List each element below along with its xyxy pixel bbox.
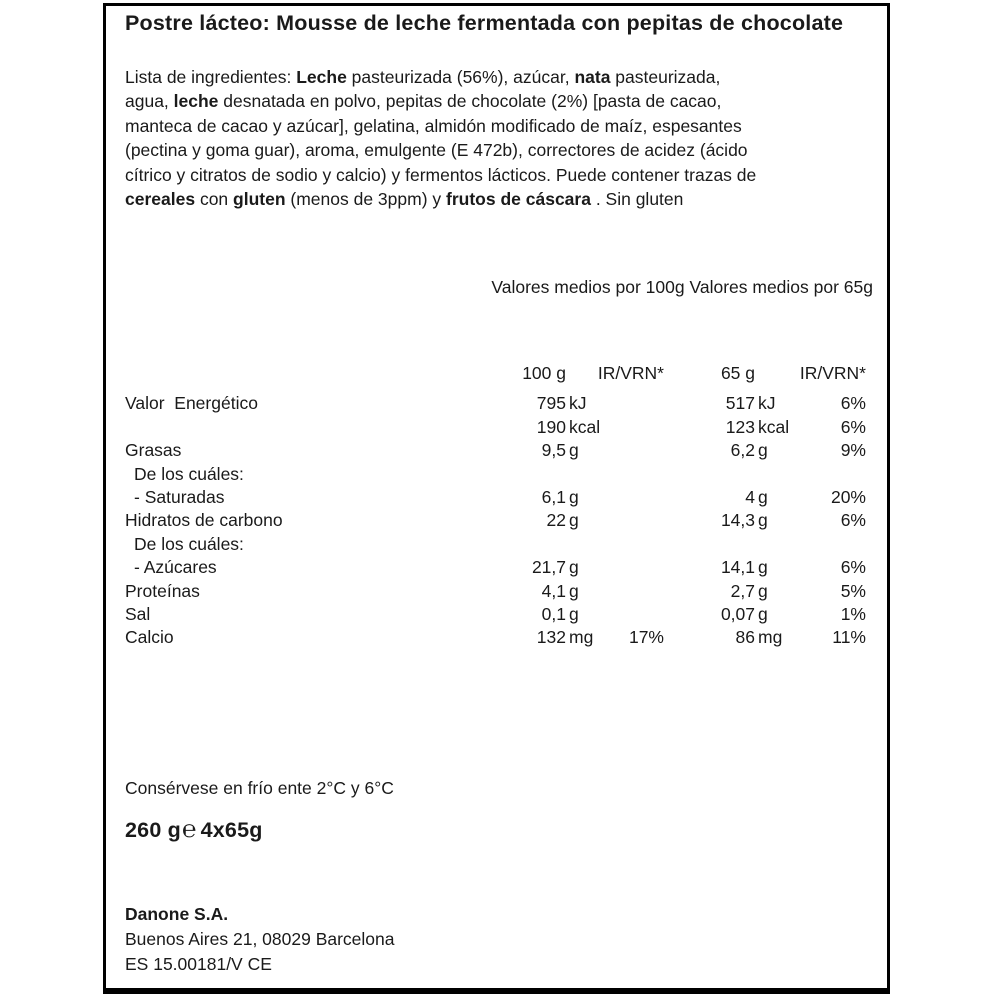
unit-per-100g: mg (569, 627, 594, 648)
nutrition-row (125, 486, 866, 509)
ir-vrn-per-65g: 9% (840, 440, 866, 461)
ingredient-line: (pectina y goma guar), aroma, emulgente (E 472b), correctores de acidez (ácido (125, 140, 748, 161)
manufacturer-name: Danone S.A. (125, 904, 229, 924)
value-per-100g: 795 (536, 393, 566, 414)
ingredients-list (125, 65, 875, 211)
value-per-65g: 14,3 (720, 510, 755, 531)
ir-vrn-per-65g: 5% (840, 580, 866, 601)
nutrient-label: Grasas (125, 440, 182, 461)
ir-vrn-per-65g: 6% (840, 416, 866, 437)
value-per-65g: 14,1 (720, 557, 755, 578)
value-per-100g: 21,7 (531, 557, 566, 578)
unit-per-100g: kJ (569, 393, 587, 414)
ir-vrn-per-65g: 1% (840, 603, 866, 624)
value-per-65g: 123 (725, 416, 755, 437)
value-per-100g: 22 (546, 510, 566, 531)
unit-per-65g: g (758, 580, 768, 601)
nutrient-label: Calcio (125, 627, 174, 648)
nutrition-row (125, 416, 866, 439)
net-weight-units: 4x65g (200, 818, 263, 842)
value-per-100g: 6,1 (541, 486, 566, 507)
ir-vrn-per-65g: 20% (830, 486, 866, 507)
unit-per-100g: g (569, 510, 579, 531)
value-per-100g: 9,5 (541, 440, 566, 461)
unit-per-65g: kJ (758, 393, 776, 414)
nutrient-label: Hidratos de carbono (125, 510, 283, 531)
net-weight (125, 816, 263, 844)
value-per-100g: 190 (536, 416, 566, 437)
nutrition-row (125, 533, 866, 556)
unit-per-100g: g (569, 603, 579, 624)
manufacturer-block (125, 902, 395, 977)
nutrition-table (125, 362, 866, 650)
ir-vrn-per-65g: 6% (840, 393, 866, 414)
ingredient-line: Lista de ingredientes: Leche pasteurizada (56%), azúcar, nata pasteurizada, (125, 67, 721, 87)
header-amount-65g: 65 g (720, 363, 755, 383)
unit-per-65g: g (758, 603, 768, 624)
value-per-65g: 517 (725, 393, 755, 414)
nutrient-label: - Saturadas (134, 486, 225, 507)
nutrition-row (125, 603, 866, 626)
value-per-100g: 132 (536, 627, 566, 648)
value-per-100g: 0,1 (541, 603, 566, 624)
nutrient-label: Proteínas (125, 580, 200, 601)
nutrition-row (125, 509, 866, 532)
header-ir-vrn-100g: IR/VRN* (597, 363, 664, 383)
ir-vrn-per-65g: 6% (840, 557, 866, 578)
nutrition-row (125, 556, 866, 579)
nutrition-row (125, 439, 866, 462)
value-per-65g: 86 (735, 627, 755, 648)
value-per-100g: 4,1 (541, 580, 566, 601)
value-per-65g: 0,07 (720, 603, 755, 624)
header-ir-vrn-65g: IR/VRN* (799, 363, 866, 383)
nutrient-label: Sal (125, 603, 151, 624)
nutrition-table-body (125, 392, 866, 649)
unit-per-65g: g (758, 510, 768, 531)
nutrition-row (125, 626, 866, 649)
ingredient-line: cítrico y citratos de sodio y calcio) y fermentos lácticos. Puede contener trazas de (125, 164, 757, 185)
nutrient-label: De los cuáles: (134, 533, 244, 554)
product-label-box (103, 3, 890, 994)
nutrient-label: - Azúcares (134, 557, 217, 578)
unit-per-100g: kcal (569, 416, 601, 437)
unit-per-100g: g (569, 557, 579, 578)
unit-per-100g: g (569, 440, 579, 461)
nutrient-label: Valor Energético (125, 393, 258, 414)
unit-per-100g: g (569, 486, 579, 507)
unit-per-65g: g (758, 440, 768, 461)
unit-per-100g: g (569, 580, 579, 601)
unit-per-65g: g (758, 486, 768, 507)
ir-vrn-per-100g: 17% (628, 627, 664, 648)
estimated-sign: ℮ (181, 816, 197, 843)
nutrition-header-row (125, 362, 866, 385)
nutrient-label: De los cuáles: (134, 463, 244, 484)
nutrition-row (125, 463, 866, 486)
product-title: Postre lácteo: Mousse de leche fermentada con pepitas de chocolate (125, 11, 844, 35)
ir-vrn-per-65g: 11% (832, 627, 866, 648)
unit-per-65g: kcal (758, 416, 790, 437)
ingredient-line: cereales con gluten (menos de 3ppm) y frutos de cáscara . Sin gluten (125, 189, 684, 210)
value-per-65g: 4 (745, 486, 755, 507)
serving-size-header: Valores medios por 100g Valores medios por 65g (491, 277, 873, 297)
net-weight-value: 260 g (125, 818, 181, 842)
nutrition-row (125, 392, 866, 415)
unit-per-65g: g (758, 557, 768, 578)
value-per-65g: 2,7 (730, 580, 755, 601)
storage-instructions: Consérvese en frío ente 2°C y 6°C (125, 778, 394, 798)
ingredient-line: agua, leche desnatada en polvo, pepitas de chocolate (2%) [pasta de cacao, (125, 91, 722, 112)
unit-per-65g: mg (758, 627, 783, 648)
ingredient-line: manteca de cacao y azúcar], gelatina, almidón modificado de maíz, espesantes (125, 115, 742, 136)
value-per-65g: 6,2 (730, 440, 755, 461)
nutrition-row (125, 580, 866, 603)
ir-vrn-per-65g: 6% (840, 510, 866, 531)
manufacturer-registry: ES 15.00181/V CE (125, 954, 272, 974)
header-amount-100g: 100 g (522, 363, 566, 383)
manufacturer-address: Buenos Aires 21, 08029 Barcelona (125, 929, 395, 949)
